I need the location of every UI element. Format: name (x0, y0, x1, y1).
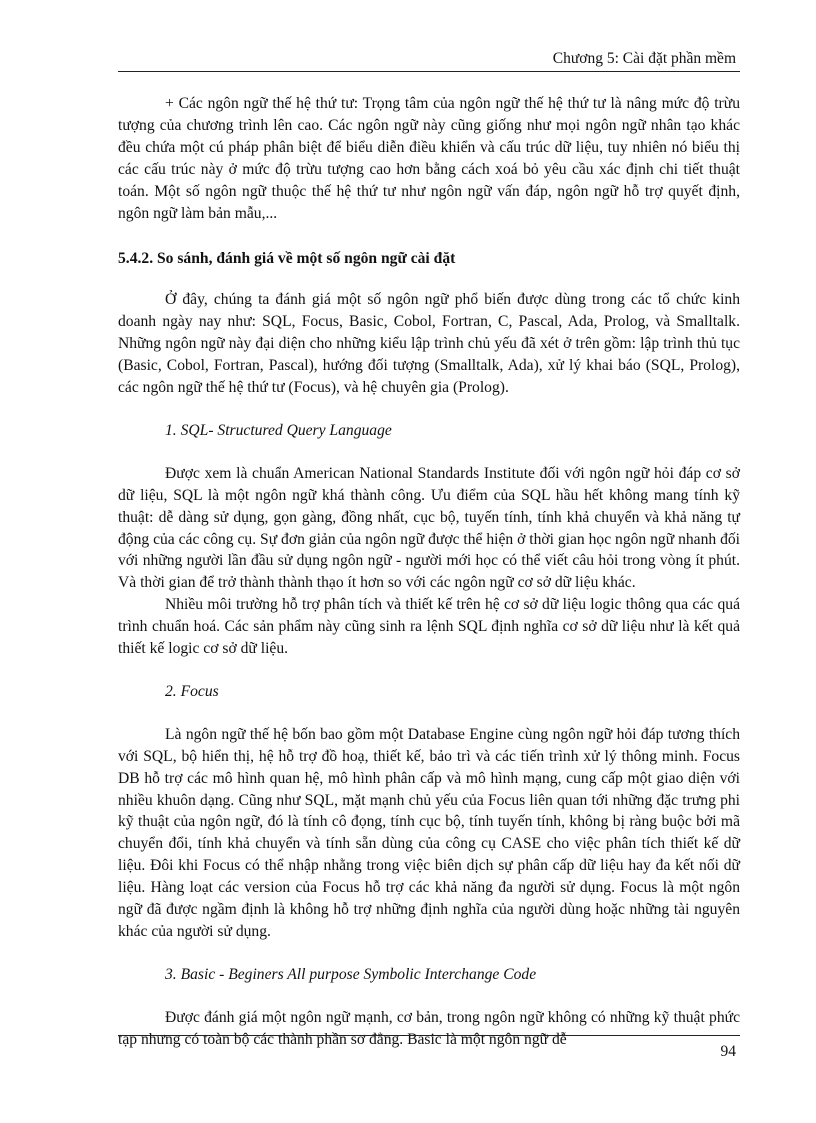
sql-paragraph-1: Được xem là chuẩn American National Standards Institute đối với ngôn ngữ hỏi đáp cơ sở dữ liệu, SQL là một ngôn ngữ khá thành công. Ưu điểm của SQL hầu hết không mang tính kỹ thuật: dễ dàng sử dụng, gọn gàng, đồng nhất, cục bộ, tuyến tính, tính khả chuyển và khả năng tự động của các công cụ. Sự đơn giản của ngôn ngữ được thể hiện ở thời gian học ngôn ngữ nhanh đối với những người lần đầu sử dụng ngôn ngữ - người mới học có thể viết câu hỏi trong vòng ít phút. Và thời gian để trở thành thành thạo ít hơn so với các ngôn ngữ cơ sở dữ liệu khác. (118, 464, 740, 592)
focus-heading: 2. Focus (165, 682, 219, 700)
page-number: 94 (720, 1043, 736, 1060)
focus-paragraph: Là ngôn ngữ thế hệ bốn bao gồm một Database Engine cùng ngôn ngữ hỏi đáp tương thích với SQL, bộ hiển thị, hệ hỗ trợ đồ hoạ, thiết kế, bảo trì và các tiến trình xử lý thông minh. Focus DB hỗ trợ các mô hình quan hệ, mô hình phân cấp và mô hình mạng, cung cấp một giao diện với nhiều khuôn dạng. Cũng như SQL, mặt mạnh chủ yếu của Focus liên quan tới những đặc trưng phi kỹ thuật của ngôn ngữ, đó là tính cô đọng, tính cục bộ, tính tuyến tính, không bị ràng buộc bởi mã chuyển đổi, tính khả chuyển và tính sẵn dùng của công cụ CASE cho việc phân tích thiết kế dữ liệu. Đôi khi Focus có thể nhập nhằng trong việc biên dịch sự phân cấp dữ liệu hay đa kết nối dữ liệu. Hàng loạt các version của Focus hỗ trợ các khả năng đa người sử dụng. Focus là một ngôn ngữ đã được ngầm định là không hỗ trợ những định nghĩa của người dùng hoặc những tài nguyên khác của người sử dụng. (118, 725, 740, 940)
sql-paragraph-2: Nhiều môi trường hỗ trợ phân tích và thiết kế trên hệ cơ sở dữ liệu logic thông qua các quá trình chuẩn hoá. Các sản phẩm này cũng sinh ra lệnh SQL định nghĩa cơ sở dữ liệu như là kết quả thiết kế logic cơ sở dữ liệu. (118, 596, 740, 658)
chapter-header: Chương 5: Cài đặt phần mềm (552, 50, 736, 67)
basic-paragraph: Được đánh giá một ngôn ngữ mạnh, cơ bản, trong ngôn ngữ không có những kỹ thuật phức tạp nhưng có toàn bộ các thành phần sơ đẳng. Basic là một ngôn ngữ dễ (118, 1008, 740, 1048)
intro-paragraph: + Các ngôn ngữ thế hệ thứ tư: Trọng tâm của ngôn ngữ thế hệ thứ tư là nâng mức độ trừu tượng của chương trình lên cao. Các ngôn ngữ này cũng giống như mọi ngôn ngữ nhân tạo khác đều chứa một cú pháp phân biệt để biểu diễn điều khiển và cấu trúc dữ liệu, tuy nhiên nó biểu thị các cấu trúc này ở mức độ trừu tượng cao hơn bằng cách xoá bỏ yêu cầu xác định chi tiết thuật toán. Một số ngôn ngữ thuộc thế hệ thứ tư như ngôn ngữ vấn đáp, ngôn ngữ hỗ trợ quyết định, ngôn ngữ làm bản mẫu,... (118, 95, 740, 222)
header-rule (118, 71, 740, 72)
page-body (118, 93, 740, 1051)
section-heading: 5.4.2. So sánh, đánh giá về một số ngôn ngữ cài đặt (118, 250, 456, 268)
sql-heading: 1. SQL- Structured Query Language (165, 421, 392, 439)
basic-heading: 3. Basic - Beginers All purpose Symbolic Interchange Code (165, 965, 537, 983)
footer-rule (118, 1035, 740, 1036)
section-intro-paragraph: Ở đây, chúng ta đánh giá một số ngôn ngữ phổ biến được dùng trong các tổ chức kinh doanh ngày nay như: SQL, Focus, Basic, Cobol, Fortran, C, Pascal, Ada, Prolog, và Smalltalk. Những ngôn ngữ này đại diện cho những kiểu lập trình chủ yếu đã xét ở trên gồm: lập trình thủ tục (Basic, Cobol, Fortran, Pascal), hướng đối tượng (Smalltalk, Ada), xử lý khai báo (SQL, Prolog), các ngôn ngữ thế hệ thứ tư (Focus), và hệ chuyên gia (Prolog). (118, 291, 740, 396)
